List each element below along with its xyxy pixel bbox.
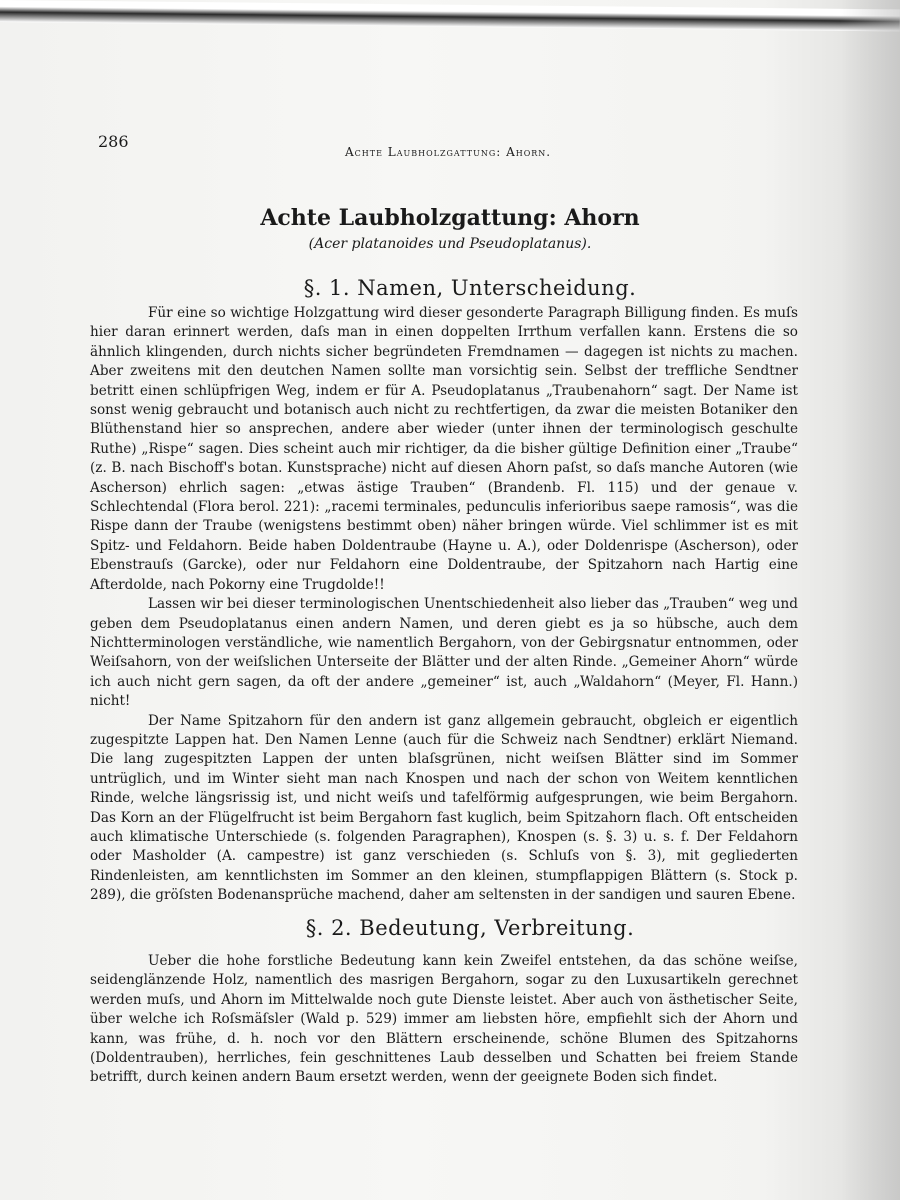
running-head: Achte Laubholzgattung: Ahorn. bbox=[345, 145, 552, 159]
page-top-edge bbox=[0, 0, 900, 31]
section-1-heading: §. 1. Namen, Unterscheidung. bbox=[303, 276, 637, 300]
section-1-paragraph-2: Lassen wir bei dieser terminologischen Unentschiedenheit also lieber das „Trauben“ weg und geben dem Pseudoplatanus einen andern Namen, und deren giebt es ja so hübsche, auch dem Nichtterminologen verständliche, wie namentlich Bergahorn, von der Gebirgsnatur entnommen, oder Weiſsahorn, von der weiſslichen Unterseite der Blätter und der alten Rinde. „Gemeiner Ahorn“ würde ich auch nicht gern sagen, da oft der andere „gemeiner“ ist, auch „Waldahorn“ (Meyer, Fl. Hann.) nicht! bbox=[90, 596, 798, 710]
section-2-heading: §. 2. Bedeutung, Verbreitung. bbox=[305, 916, 635, 940]
page-number: 286 bbox=[98, 132, 129, 151]
section-1-body bbox=[90, 304, 798, 906]
section-2-body bbox=[90, 952, 798, 1088]
section-1-paragraph-3: Der Name Spitzahorn für den andern ist ganz allgemein gebraucht, obgleich er eigentlich zugespitzte Lappen hat. Den Namen Lenne (auch für die Schweiz nach Sendtner) erklärt Niemand. Die lang zugespitzten Lappen der unten blaſsgrünen, nicht weiſsen Blätter sind im Sommer untrüglich, und im Winter sieht man nach Knospen und nach der schon von Weitem kenntlichen Rinde, welche längsrissig ist, und nicht weiſs und tafelförmig aufgesprungen, wie beim Bergahorn. Das Korn an der Flügelfrucht ist beim Bergahorn fast kuglich, beim Spitzahorn flach. Oft entscheiden auch klimatische Unterschiede (s. folgenden Paragraphen), Knospen (s. §. 3) u. s. f. Der Feldahorn oder Masholder (A. campestre) ist ganz verschieden (s. Schluſs von §. 3), mit gegliederten Rindenleisten, am kenntlichsten im Sommer an den kleinen, stumpflappigen Blättern (s. Stock p. 289), die gröſsten Bodenansprüche machend, daher am seltensten in der sandigen und sauren Ebene. bbox=[90, 712, 798, 904]
chapter-subtitle: (Acer platanoides und Pseudoplatanus). bbox=[308, 236, 592, 252]
section-1-paragraph-1: Für eine so wichtige Holzgattung wird dieser gesonderte Paragraph Billigung finden. Es muſs hier daran erinnert werden, daſs man in einen doppelten Irrthum verfallen kann. Erstens die so ähnlich klingenden, durch nichts sicher begründeten Fremdnamen — dagegen ist nichts zu machen. Aber zweitens mit den deutchen Namen sollte man vorsichtig sein. Selbst der treffliche Sendtner betritt einen schlüpfrigen Weg, indem er für A. Pseudoplatanus „Traubenahorn“ sagt. Der Name ist sonst wenig gebraucht und botanisch auch nicht zu rechtfertigen, da zwar die meisten Botaniker den Blüthenstand hier so ansprechen, andere aber wieder (unter ihnen der terminologisch geschulte Ruthe) „Rispe“ sagen. Dies scheint auch mir richtiger, da die bisher gültige Definition einer „Traube“ (z. B. nach Bischoff's botan. Kunstsprache) nicht auf diesen Ahorn paſst, so daſs manche Autoren (wie Ascherson) ehrlich sagen: „etwas ästige Trauben“ (Brandenb. Fl. 115) und der genaue v. Schlechtendal (Flora berol. 221): „racemi terminales, pedunculis inferioribus saepe ramosis“, was die Rispe dann der Traube (wenigstens bestimmt oben) näher bringen würde. Viel schlimmer ist es mit Spitz- und Feldahorn. Beide haben Doldentraube (Hayne u. A.), oder Doldenrispe (Ascherson), oder Ebenstrauſs (Garcke), oder nur Feldahorn eine Doldentraube, der Spitzahorn nach Hartig eine Afterdolde, nach Pokorny eine Trugdolde!! bbox=[90, 305, 798, 593]
chapter-title: Achte Laubholzgattung: Ahorn bbox=[260, 205, 640, 231]
page-binding-shadow bbox=[840, 0, 900, 1200]
section-2-paragraph-1: Ueber die hohe forstliche Bedeutung kann kein Zweifel entstehen, da das schöne weiſse, seidenglänzende Holz, namentlich des masrigen Bergahorn, sogar zu den Luxusartikeln gerechnet werden muſs, und Ahorn im Mittelwalde noch gute Dienste leistet. Aber auch von ästhetischer Seite, über welche ich Roſsmäſsler (Wald p. 529) immer am liebsten höre, empfiehlt sich der Ahorn und kann, was frühe, d. h. noch vor den Blättern erscheinende, schöne Blumen des Spitzahorns (Doldentrauben), herrliches, fein geschnittenes Laub desselben und Schatten bei freiem Stande betrifft, durch keinen andern Baum ersetzt werden, wenn der geeignete Boden sich findet. bbox=[90, 953, 798, 1086]
